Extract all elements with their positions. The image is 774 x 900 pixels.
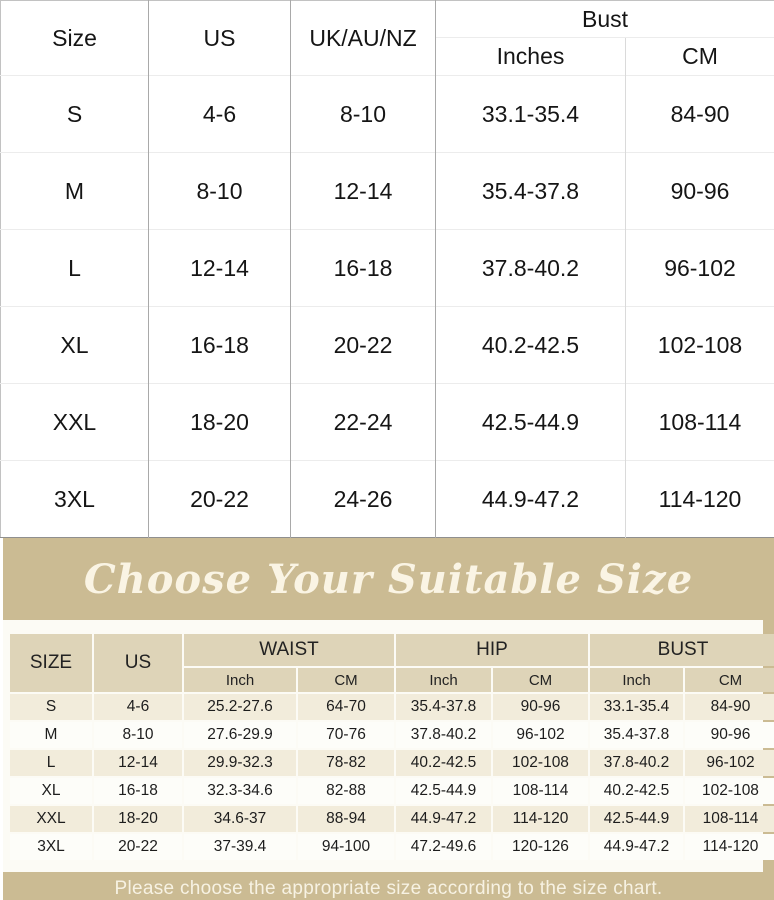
column-header-bust-inch: Inch	[590, 668, 683, 692]
table-row	[10, 750, 774, 776]
table-cell: 114-120	[493, 806, 588, 832]
table-cell: 114-120	[626, 461, 774, 538]
table-cell: 120-126	[493, 834, 588, 860]
measurement-table	[8, 632, 774, 862]
table-cell: 82-88	[298, 778, 394, 804]
table-row	[1, 384, 774, 461]
table-cell: 90-96	[685, 722, 774, 748]
table-cell: L	[10, 750, 92, 776]
table-cell: M	[1, 153, 149, 230]
table-cell: 3XL	[10, 834, 92, 860]
table-row	[1, 307, 774, 384]
table-cell: 18-20	[149, 384, 291, 461]
size-guide-section	[0, 538, 774, 900]
table-cell: 114-120	[685, 834, 774, 860]
table-cell: 96-102	[685, 750, 774, 776]
table-cell: 8-10	[291, 76, 436, 153]
table-cell: 16-18	[149, 307, 291, 384]
table-cell: 40.2-42.5	[590, 778, 683, 804]
table-cell: XXL	[1, 384, 149, 461]
table-row	[1, 230, 774, 307]
column-header-size: Size	[1, 1, 149, 76]
column-header-hip-inch: Inch	[396, 668, 491, 692]
measurement-panel	[3, 620, 763, 872]
table-cell: 90-96	[626, 153, 774, 230]
table-cell: 44.9-47.2	[436, 461, 626, 538]
table-cell: 108-114	[685, 806, 774, 832]
column-header-bust: BUST	[590, 634, 774, 666]
table-cell: 64-70	[298, 694, 394, 720]
column-header-uk-au-nz: UK/AU/NZ	[291, 1, 436, 76]
table-cell: 27.6-29.9	[184, 722, 296, 748]
table-cell: 47.2-49.6	[396, 834, 491, 860]
table-cell: 78-82	[298, 750, 394, 776]
table-cell: 16-18	[94, 778, 182, 804]
table-row	[1, 153, 774, 230]
table-cell: 33.1-35.4	[590, 694, 683, 720]
table-cell: 37.8-40.2	[396, 722, 491, 748]
table-cell: 102-108	[626, 307, 774, 384]
table-row	[10, 834, 774, 860]
table-cell: 108-114	[493, 778, 588, 804]
table-cell: 42.5-44.9	[436, 384, 626, 461]
table-cell: 12-14	[149, 230, 291, 307]
column-header-cm: CM	[682, 43, 718, 69]
table-cell: 42.5-44.9	[396, 778, 491, 804]
table-row	[10, 694, 774, 720]
table-cell: 20-22	[94, 834, 182, 860]
table-cell: XXL	[10, 806, 92, 832]
table-row	[10, 778, 774, 804]
table-cell: 35.4-37.8	[436, 153, 626, 230]
banner-title: Choose Your Suitable Size	[83, 555, 694, 603]
footer-bar	[3, 872, 774, 900]
column-header-hip-cm: CM	[493, 668, 588, 692]
table-cell: 12-14	[94, 750, 182, 776]
column-header-bust-cm: CM	[685, 668, 774, 692]
table-cell: 90-96	[493, 694, 588, 720]
table-cell: 32.3-34.6	[184, 778, 296, 804]
table-cell: 40.2-42.5	[396, 750, 491, 776]
footer-note: Please choose the appropriate size according to the size chart.	[114, 877, 663, 899]
table-cell: 18-20	[94, 806, 182, 832]
table-cell: S	[10, 694, 92, 720]
table-cell: 24-26	[291, 461, 436, 538]
table-row	[1, 76, 774, 153]
table-cell: 40.2-42.5	[436, 307, 626, 384]
table-cell: M	[10, 722, 92, 748]
table-row	[10, 722, 774, 748]
table-cell: 84-90	[685, 694, 774, 720]
table-cell: 102-108	[493, 750, 588, 776]
table-cell: 35.4-37.8	[590, 722, 683, 748]
banner	[3, 538, 774, 620]
table-cell: 12-14	[291, 153, 436, 230]
table-cell: 37-39.4	[184, 834, 296, 860]
table-cell: XL	[1, 307, 149, 384]
table-cell: 35.4-37.8	[396, 694, 491, 720]
column-header-bust: Bust	[436, 1, 774, 38]
table-cell: XL	[10, 778, 92, 804]
column-header-waist-cm: CM	[298, 668, 394, 692]
table-cell: 37.8-40.2	[436, 230, 626, 307]
table-row	[10, 806, 774, 832]
table-cell: 22-24	[291, 384, 436, 461]
table-cell: 44.9-47.2	[590, 834, 683, 860]
table-cell: 84-90	[626, 76, 774, 153]
column-header-size: SIZE	[10, 634, 92, 692]
table-cell: 8-10	[94, 722, 182, 748]
table-cell: 88-94	[298, 806, 394, 832]
table-cell: 96-102	[626, 230, 774, 307]
table-cell: 37.8-40.2	[590, 750, 683, 776]
column-header-waist-inch: Inch	[184, 668, 296, 692]
table-cell: 34.6-37	[184, 806, 296, 832]
column-header-us: US	[94, 634, 182, 692]
table-cell: 96-102	[493, 722, 588, 748]
table-cell: 108-114	[626, 384, 774, 461]
table-cell: 70-76	[298, 722, 394, 748]
column-header-hip: HIP	[396, 634, 588, 666]
table-cell: 3XL	[1, 461, 149, 538]
table-cell: 42.5-44.9	[590, 806, 683, 832]
table-cell: 44.9-47.2	[396, 806, 491, 832]
table-cell: 20-22	[291, 307, 436, 384]
table-cell: S	[1, 76, 149, 153]
table-cell: 29.9-32.3	[184, 750, 296, 776]
table-cell: 33.1-35.4	[436, 76, 626, 153]
table-cell: 102-108	[685, 778, 774, 804]
column-header-waist: WAIST	[184, 634, 394, 666]
table-cell: 25.2-27.6	[184, 694, 296, 720]
table-cell: 16-18	[291, 230, 436, 307]
column-header-inches: Inches	[436, 38, 626, 76]
table-cell: L	[1, 230, 149, 307]
table-cell: 4-6	[94, 694, 182, 720]
table-row	[1, 461, 774, 538]
table-cell: 8-10	[149, 153, 291, 230]
table-cell: 94-100	[298, 834, 394, 860]
table-cell: 4-6	[149, 76, 291, 153]
table-cell: 20-22	[149, 461, 291, 538]
column-header-us: US	[149, 1, 291, 76]
